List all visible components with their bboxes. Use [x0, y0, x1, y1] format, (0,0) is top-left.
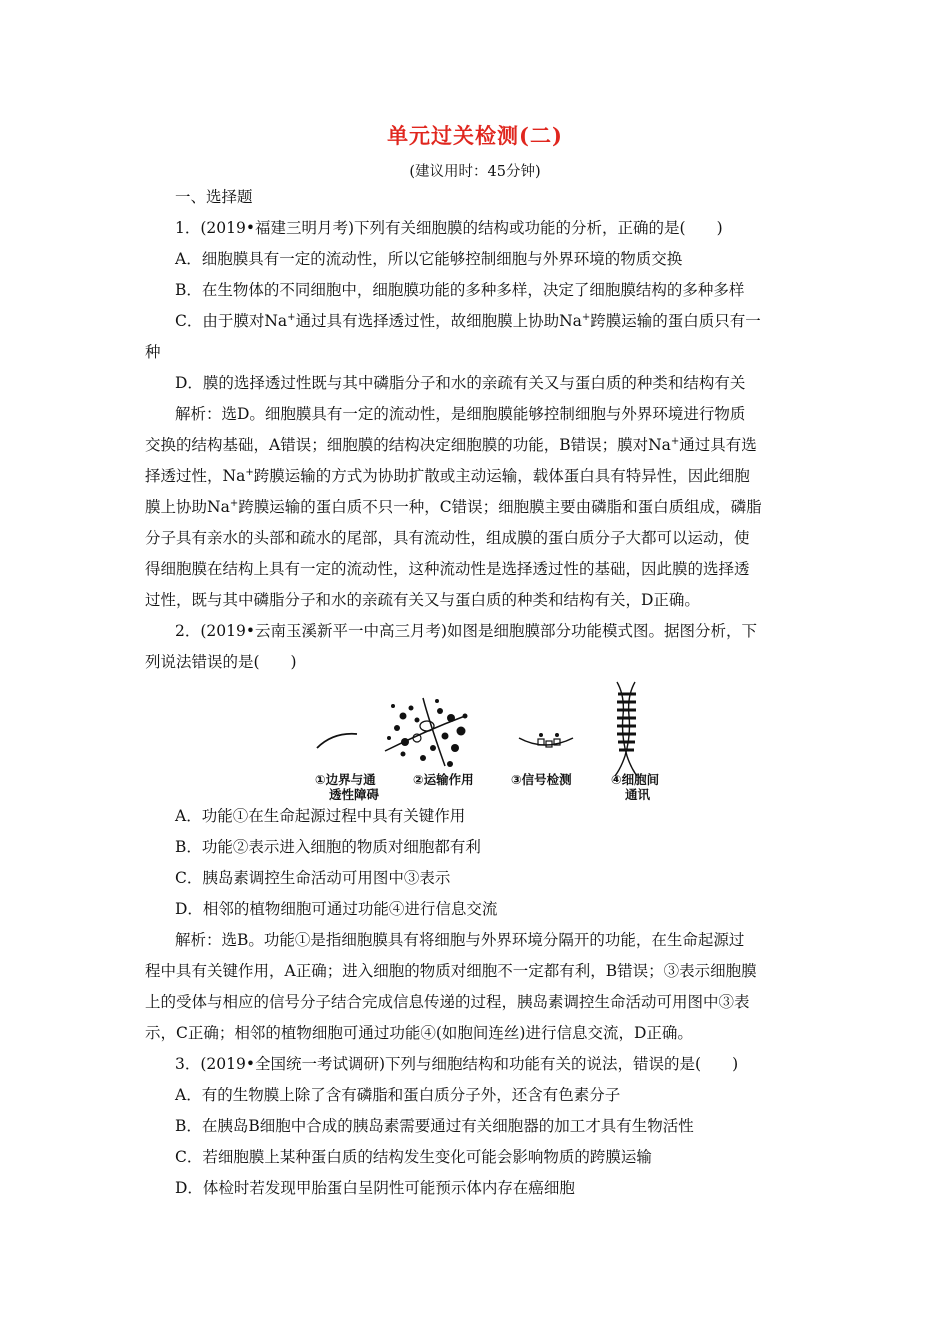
q1-explanation-part: 跨膜运输的方式为协助扩散或主动运输，载体蛋白具有特异性，因此细胞: [253, 467, 750, 485]
sup-plus: +: [229, 497, 239, 509]
q1-option-b: B．在生物体的不同细胞中，细胞膜功能的多种多样，决定了细胞膜结构的多种多样: [175, 281, 745, 299]
q3-option-d: D．体检时若发现甲胎蛋白呈阴性可能预示体内存在癌细胞: [175, 1179, 575, 1197]
q3-option-b: B．在胰岛B细胞中合成的胰岛素需要通过有关细胞器的加工才具有生物活性: [175, 1117, 694, 1135]
q1-explanation-line: [145, 466, 750, 486]
q1-option-c-part2: 通过具有选择透过性，故细胞膜上协助Na: [295, 312, 582, 330]
q1-explanation-line: 得细胞膜在结构上具有一定的流动性，这种流动性是选择透过性的基础，因此膜的选择透: [145, 560, 750, 578]
caption-1-line2: 透性障碍: [329, 787, 380, 802]
caption-1-line1: ①边界与通: [315, 772, 376, 787]
q2-option-a: A．功能①在生命起源过程中具有关键作用: [175, 807, 466, 825]
q1-explanation-part: 膜上协助Na: [145, 498, 230, 516]
caption-4-line1: ④细胞间: [611, 772, 660, 787]
transport-diagram: [385, 698, 468, 767]
q1-option-a: A．细胞膜具有一定的流动性，所以它能够控制细胞与外界环境的物质交换: [175, 250, 683, 268]
q1-option-d: D．膜的选择透过性既与其中磷脂分子和水的亲疏有关又与蛋白质的种类和结构有关: [175, 374, 746, 392]
q1-explanation-line: 解析：选D。细胞膜具有一定的流动性，是细胞膜能够控制细胞与外界环境进行物质: [175, 405, 746, 423]
q1-option-c-part1: C．由于膜对Na: [175, 312, 288, 330]
cell-communication-diagram: [615, 682, 637, 776]
membrane-function-figure: [305, 676, 660, 804]
sup-plus: +: [287, 311, 296, 323]
caption-4-line2: 通讯: [625, 787, 651, 802]
suggested-time: (建议用时：45分钟): [409, 164, 541, 180]
q2-stem: 2．(2019•云南玉溪新平一中高三月考)如图是细胞膜部分功能模式图。据图分析，下: [175, 622, 758, 640]
q1-explanation-part: 择透过性，Na: [145, 467, 246, 485]
caption-1: [315, 772, 379, 802]
q1-explanation-part: 跨膜运输的蛋白质不只一种，C错误；细胞膜主要由磷脂和蛋白质组成，磷脂: [238, 498, 762, 516]
q3-option-c: C．若细胞膜上某种蛋白质的结构发生变化可能会影响物质的跨膜运输: [175, 1148, 652, 1166]
q1-explanation-line: 分子具有亲水的头部和疏水的尾部，具有流动性，组成膜的蛋白质分子大都可以运动，使: [145, 529, 750, 547]
page-title: 单元过关检测(二): [387, 123, 563, 148]
q1-explanation-line: 过性，既与其中磷脂分子和水的亲疏有关又与蛋白质的种类和结构有关，D正确。: [145, 591, 700, 609]
caption-4: [611, 772, 659, 802]
q1-explanation-line: [145, 435, 757, 455]
q1-explanation-part: 通过具有选: [679, 436, 757, 454]
boundary-membrane-arc: [317, 734, 357, 748]
sup-plus: +: [670, 435, 680, 447]
q2-explanation-line: 程中具有关键作用，A正确；进入细胞的物质对细胞不一定都有利，B错误；③表示细胞膜: [145, 962, 757, 980]
sup-plus: +: [245, 466, 254, 478]
signal-detection-diagram: [519, 733, 573, 747]
q2-stem-cont: 列说法错误的是( ): [145, 653, 297, 671]
q2-option-d: D．相邻的植物细胞可通过功能④进行信息交流: [175, 900, 498, 918]
q1-explanation-line: [145, 497, 762, 517]
sup-plus: +: [581, 311, 591, 323]
caption-3: ③信号检测: [511, 772, 572, 787]
q1-option-c-part3: 跨膜运输的蛋白质只有一: [590, 312, 761, 330]
q2-explanation-line: 上的受体与相应的信号分子结合完成信息传递的过程，胰岛素调控生命活动可用图中③表: [145, 993, 750, 1011]
q2-explanation-line: 解析：选B。功能①是指细胞膜具有将细胞与外界环境分隔开的功能，在生命起源过: [175, 931, 745, 949]
q2-explanation-line: 示，C正确；相邻的植物细胞可通过功能④(如胞间连丝)进行信息交流，D正确。: [145, 1024, 693, 1042]
q1-explanation-part: 交换的结构基础，A错误；细胞膜的结构决定细胞膜的功能，B错误；膜对Na: [145, 436, 671, 454]
q3-stem: 3．(2019•全国统一考试调研)下列与细胞结构和功能有关的说法，错误的是( ): [175, 1055, 739, 1073]
q1-option-c-cont: 种: [145, 343, 161, 361]
q1-option-c: [175, 311, 761, 331]
q2-option-b: B．功能②表示进入细胞的物质对细胞都有利: [175, 838, 481, 856]
caption-2: ②运输作用: [413, 772, 474, 787]
q2-option-c: C．胰岛素调控生命活动可用图中③表示: [175, 869, 451, 887]
q3-option-a: A．有的生物膜上除了含有磷脂和蛋白质分子外，还含有色素分子: [175, 1086, 621, 1104]
q1-stem: 1．(2019•福建三明月考)下列有关细胞膜的结构或功能的分析，正确的是( ): [175, 219, 723, 237]
section-heading: 一、选择题: [175, 188, 253, 206]
